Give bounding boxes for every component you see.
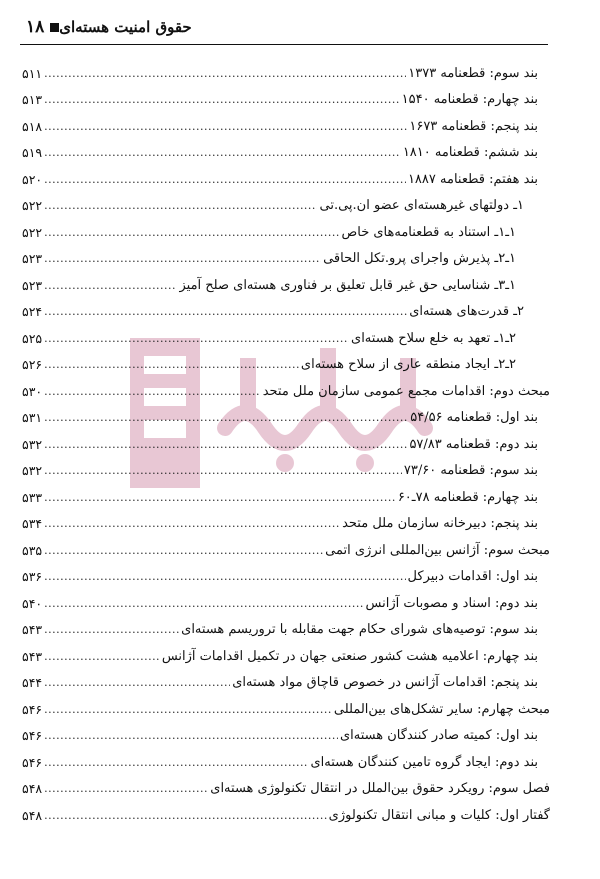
toc-entry: [22, 507, 550, 534]
square-bullet-icon: [50, 23, 59, 32]
dot-leader: [44, 568, 405, 586]
toc-entry: [22, 427, 550, 454]
toc-entry-label: مبحث چهارم: سایر تشکل‌های بین‌المللی: [333, 701, 550, 717]
dot-leader: [44, 171, 406, 189]
toc-page-number: ۵۳۲: [22, 463, 43, 478]
dot-leader: [44, 436, 407, 454]
dot-leader: [44, 621, 179, 639]
toc-page-number: ۵۱۳: [22, 92, 43, 107]
toc-entry: [22, 374, 550, 401]
toc-entry-label: مبحث سوم: آژانس بین‌المللی انرژی اتمی: [325, 542, 550, 558]
toc-entry-label: بند سوم: توصیه‌های شورای حکام جهت مقابله با تروریسم هسته‌ای: [181, 622, 538, 637]
toc-entry-label: بند دوم: اسناد و مصوبات آژانس: [365, 595, 538, 611]
toc-entry: [22, 83, 550, 110]
toc-page-number: ۵۳۰: [22, 383, 43, 399]
toc-entry-label: گفتار اول: کلیات و مبانی انتقال تکنولوژی: [328, 807, 550, 823]
toc-entry: [22, 321, 550, 348]
toc-entry: [22, 189, 550, 216]
toc-page-number: ۵۴۶: [22, 754, 43, 770]
toc-page-number: ۵۱۹: [22, 145, 43, 160]
dot-leader: [44, 277, 177, 295]
toc-page-number: ۵۱۸: [22, 118, 43, 134]
toc-entry: [22, 215, 550, 242]
toc-entry-label: بند چهارم: قطعنامه ۷۸ـ۶۰: [397, 489, 538, 505]
toc-entry: [22, 772, 550, 799]
toc-entry-label: ۱ـ۲ـ پذیرش واجرای پرو.تکل الحاقی: [323, 251, 516, 266]
toc-page-number: ۵۲۳: [22, 277, 43, 293]
toc-entry-label: مبحث دوم: اقدامات مجمع عمومی سازمان ملل متحد: [262, 383, 550, 399]
toc-page-number: ۵۳۵: [22, 542, 43, 558]
toc-entry: [22, 666, 550, 693]
dot-leader: [44, 648, 160, 666]
toc-page-number: ۵۴۴: [22, 675, 43, 690]
toc-page-number: ۵۳۳: [22, 489, 43, 505]
toc-page-number: ۵۴۸: [22, 807, 43, 823]
toc-entry-label: بند دوم: ایجاد گروه تامین کنندگان هسته‌ای: [310, 754, 538, 770]
toc-entry-label: فصل سوم: رویکرد حقوق بین‌الملل در انتقال تکنولوژی هسته‌ای: [210, 781, 550, 796]
toc-entry-label: ۱ـ۱ـ استناد به قطعنامه‌های خاص: [341, 224, 516, 240]
header-divider: [20, 44, 548, 45]
toc-entry-label: بند اول: قطعنامه ۵۴/۵۶: [410, 410, 538, 425]
dot-leader: [44, 780, 208, 798]
dot-leader: [44, 330, 349, 348]
toc-page-number: ۵۲۲: [22, 198, 43, 213]
dot-leader: [44, 542, 323, 560]
table-of-contents: [22, 56, 550, 825]
toc-page-number: ۵۳۱: [22, 410, 43, 425]
toc-entry: [22, 242, 550, 269]
dot-leader: [44, 674, 230, 692]
toc-entry-label: بند پنجم: دبیرخانه سازمان ملل متحد: [342, 516, 538, 531]
toc-entry: [22, 454, 550, 481]
toc-entry-label: ۱ـ دولتهای غیرهسته‌ای عضو ان.پی.تی: [319, 198, 524, 213]
toc-entry: [22, 533, 550, 560]
toc-entry-label: بند سوم: قطعنامه ۱۳۷۳: [408, 65, 538, 81]
toc-page-number: ۵۳۶: [22, 569, 43, 584]
running-title: حقوق امنیت هسته‌ای: [59, 18, 192, 36]
dot-leader: [44, 356, 299, 374]
dot-leader: [44, 595, 363, 613]
toc-entry-label: بند چهارم: قطعنامه ۱۵۴۰: [401, 92, 538, 107]
toc-entry-label: بند پنجم: قطعنامه ۱۶۷۳: [409, 118, 538, 134]
toc-entry: [22, 586, 550, 613]
toc-page-number: ۵۴۳: [22, 648, 43, 664]
toc-entry-label: بند اول: اقدامات دبیرکل: [407, 569, 538, 584]
dot-leader: [44, 409, 408, 427]
toc-entry: [22, 268, 550, 295]
toc-page-number: ۵۴۶: [22, 701, 43, 717]
toc-page-number: ۵۴۸: [22, 781, 43, 796]
toc-entry: [22, 295, 550, 322]
toc-page-number: ۵۴۶: [22, 728, 43, 743]
toc-page-number: ۵۲۵: [22, 330, 43, 346]
toc-page-number: ۵۳۴: [22, 516, 43, 531]
toc-entry: [22, 692, 550, 719]
toc-page-number: ۵۲۰: [22, 171, 43, 187]
toc-entry: [22, 348, 550, 375]
toc-entry-label: بند پنجم: اقدامات آژانس در خصوص قاچاق مواد هسته‌ای: [232, 675, 538, 690]
dot-leader: [44, 303, 407, 321]
toc-page-number: ۵۱۱: [22, 65, 43, 81]
dot-leader: [44, 144, 401, 162]
dot-leader: [44, 65, 406, 83]
toc-page-number: ۵۲۶: [22, 357, 43, 372]
toc-entry-label: بند ششم: قطعنامه ۱۸۱۰: [402, 145, 538, 160]
toc-entry: [22, 560, 550, 587]
page-number: ۱۸: [26, 17, 45, 37]
toc-entry: [22, 109, 550, 136]
toc-entry-label: ۲ـ۱ـ تعهد به خلع سلاح هسته‌ای: [351, 330, 516, 346]
toc-entry: [22, 162, 550, 189]
toc-entry: [22, 745, 550, 772]
toc-entry-label: ۱ـ۳ـ شناسایی حق غیر قابل تعلیق بر فناوری هسته‌ای صلح آمیز: [179, 277, 516, 293]
dot-leader: [44, 515, 340, 533]
toc-entry: [22, 798, 550, 825]
dot-leader: [44, 807, 327, 825]
dot-leader: [44, 701, 332, 719]
toc-entry-label: بند چهارم: اعلامیه هشت کشور صنعتی جهان در تکمیل اقدامات آژانس: [161, 648, 538, 664]
toc-page-number: ۵۴۰: [22, 595, 43, 611]
toc-page-number: ۵۲۳: [22, 251, 43, 266]
page-header: [20, 14, 548, 40]
toc-entry-label: ۲ـ قدرت‌های هسته‌ای: [409, 304, 524, 319]
toc-entry: [22, 56, 550, 83]
toc-entry: [22, 136, 550, 163]
toc-entry: [22, 719, 550, 746]
dot-leader: [44, 727, 338, 745]
toc-entry-label: ۲ـ۲ـ ایجاد منطقه عاری از سلاح هسته‌ای: [300, 357, 516, 372]
dot-leader: [44, 118, 407, 136]
dot-leader: [44, 250, 321, 268]
toc-entry: [22, 613, 550, 640]
dot-leader: [44, 462, 402, 480]
toc-entry-label: بند سوم: قطعنامه ۷۳/۶۰: [403, 463, 538, 478]
toc-page-number: ۵۴۳: [22, 622, 43, 637]
toc-page-number: ۵۲۲: [22, 224, 43, 240]
toc-page-number: ۵۳۲: [22, 436, 43, 452]
dot-leader: [44, 91, 399, 109]
dot-leader: [44, 224, 339, 242]
toc-entry: [22, 639, 550, 666]
toc-entry-label: بند اول: کمیته صادر کنندگان هسته‌ای: [339, 728, 538, 743]
dot-leader: [44, 754, 308, 772]
toc-page-number: ۵۲۴: [22, 304, 43, 319]
dot-leader: [44, 383, 261, 401]
toc-entry: [22, 480, 550, 507]
toc-entry-label: بند هفتم: قطعنامه ۱۸۸۷: [407, 171, 538, 187]
dot-leader: [44, 197, 317, 215]
toc-entry: [22, 401, 550, 428]
toc-entry-label: بند دوم: قطعنامه ۵۷/۸۳: [409, 436, 538, 452]
dot-leader: [44, 489, 396, 507]
